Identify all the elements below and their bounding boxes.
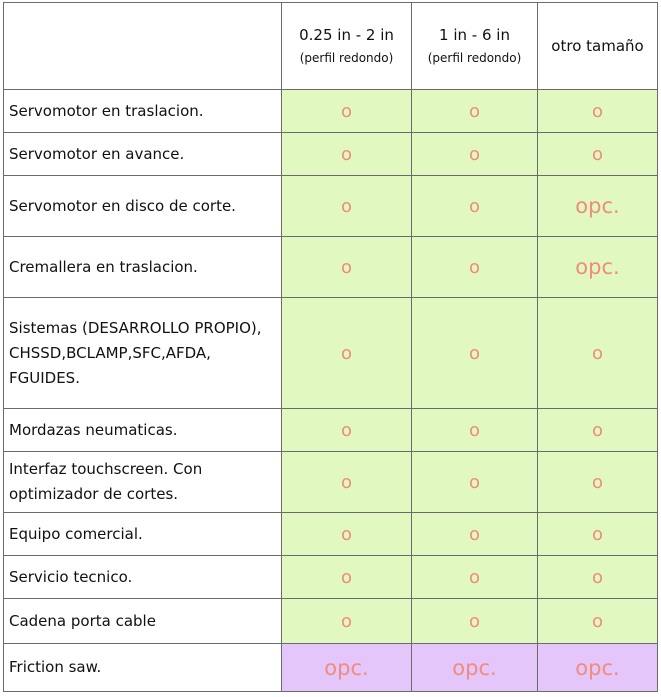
feature-label-line: Mordazas neumaticas. [9,420,178,439]
included-mark: o [591,566,603,588]
feature-label-line: Sistemas (DESARROLLO PROPIO), [9,318,262,337]
included-mark: o [340,256,352,278]
feature-cell [4,452,282,513]
availability-cell [538,133,658,176]
feature-cell [4,556,282,599]
table-row [4,298,658,409]
availability-cell [412,90,538,133]
feature-label-line: Cremallera en traslacion. [9,257,198,276]
availability-cell [282,599,412,644]
availability-cell [412,452,538,513]
availability-cell [282,452,412,513]
feature-cell [4,176,282,237]
availability-cell [538,599,658,644]
availability-cell [538,176,658,237]
availability-cell [412,176,538,237]
included-mark: o [340,419,352,441]
included-mark: o [591,610,603,632]
table-row [4,90,658,133]
availability-cell [538,237,658,298]
column-header-2 [538,3,658,90]
included-mark: o [340,143,352,165]
table-row [4,133,658,176]
feature-cell [4,513,282,556]
included-mark: o [591,342,603,364]
column-subtitle: (perfil redondo) [427,51,522,65]
feature-label-line: FGUIDES. [9,368,80,387]
included-mark: o [340,610,352,632]
availability-cell [282,90,412,133]
availability-cell [412,237,538,298]
included-mark: o [591,100,603,122]
optional-mark: opc. [452,655,497,680]
column-subtitle: (perfil redondo) [299,51,394,65]
feature-cell [4,409,282,452]
included-mark: o [340,523,352,545]
feature-comparison-table [3,2,658,692]
included-mark: o [468,100,480,122]
included-mark: o [468,195,480,217]
availability-cell [282,237,412,298]
availability-cell [412,298,538,409]
column-header-0 [282,3,412,90]
table-row [4,237,658,298]
feature-cell [4,599,282,644]
table-body [4,90,658,692]
included-mark: o [468,471,480,493]
availability-cell [538,556,658,599]
feature-label-line: Cadena porta cable [9,611,156,630]
feature-label-line: Servicio tecnico. [9,567,133,586]
availability-cell [282,409,412,452]
feature-cell [4,90,282,133]
included-mark: o [340,471,352,493]
included-mark: o [340,342,352,364]
table-row [4,644,658,692]
table-row [4,409,658,452]
optional-mark: opc. [575,194,620,218]
included-mark: o [340,195,352,217]
availability-cell [412,133,538,176]
availability-cell [282,513,412,556]
feature-cell [4,644,282,692]
header-row [4,3,658,90]
feature-cell [4,298,282,409]
included-mark: o [340,566,352,588]
table-row [4,599,658,644]
table-row [4,176,658,237]
included-mark: o [468,256,480,278]
included-mark: o [468,143,480,165]
feature-label-line: Friction saw. [9,658,102,676]
column-title: 0.25 in - 2 in [299,26,394,44]
column-title: 1 in - 6 in [439,26,510,44]
availability-cell [412,644,538,692]
included-mark: o [468,342,480,364]
availability-cell [282,644,412,692]
feature-cell [4,237,282,298]
included-mark: o [468,566,480,588]
availability-cell [412,409,538,452]
feature-label-line: optimizador de cortes. [9,485,179,503]
table-row [4,452,658,513]
availability-cell [412,599,538,644]
feature-label-line: CHSSD,BCLAMP,SFC,AFDA, [9,343,211,362]
availability-cell [538,452,658,513]
included-mark: o [591,471,603,493]
availability-cell [538,298,658,409]
included-mark: o [591,419,603,441]
column-title: otro tamaño [551,37,644,55]
included-mark: o [468,523,480,545]
availability-cell [282,556,412,599]
optional-mark: opc. [575,255,620,279]
availability-cell [538,90,658,133]
feature-cell [4,133,282,176]
availability-cell [538,644,658,692]
availability-cell [538,513,658,556]
column-header-1 [412,3,538,90]
header-corner-cell [4,3,282,90]
feature-label-line: Servomotor en traslacion. [9,101,204,120]
included-mark: o [468,419,480,441]
included-mark: o [591,143,603,165]
feature-label-line: Servomotor en avance. [9,144,185,163]
availability-cell [538,409,658,452]
feature-label-line: Equipo comercial. [9,524,143,543]
availability-cell [412,556,538,599]
table-row [4,556,658,599]
feature-label-line: Interfaz touchscreen. Con [9,460,203,478]
feature-label-line: Servomotor en disco de corte. [9,196,236,215]
included-mark: o [340,100,352,122]
availability-cell [282,133,412,176]
included-mark: o [468,610,480,632]
included-mark: o [591,523,603,545]
availability-cell [282,298,412,409]
optional-mark: opc. [324,655,369,680]
availability-cell [282,176,412,237]
availability-cell [412,513,538,556]
optional-mark: opc. [575,655,620,680]
table-row [4,513,658,556]
